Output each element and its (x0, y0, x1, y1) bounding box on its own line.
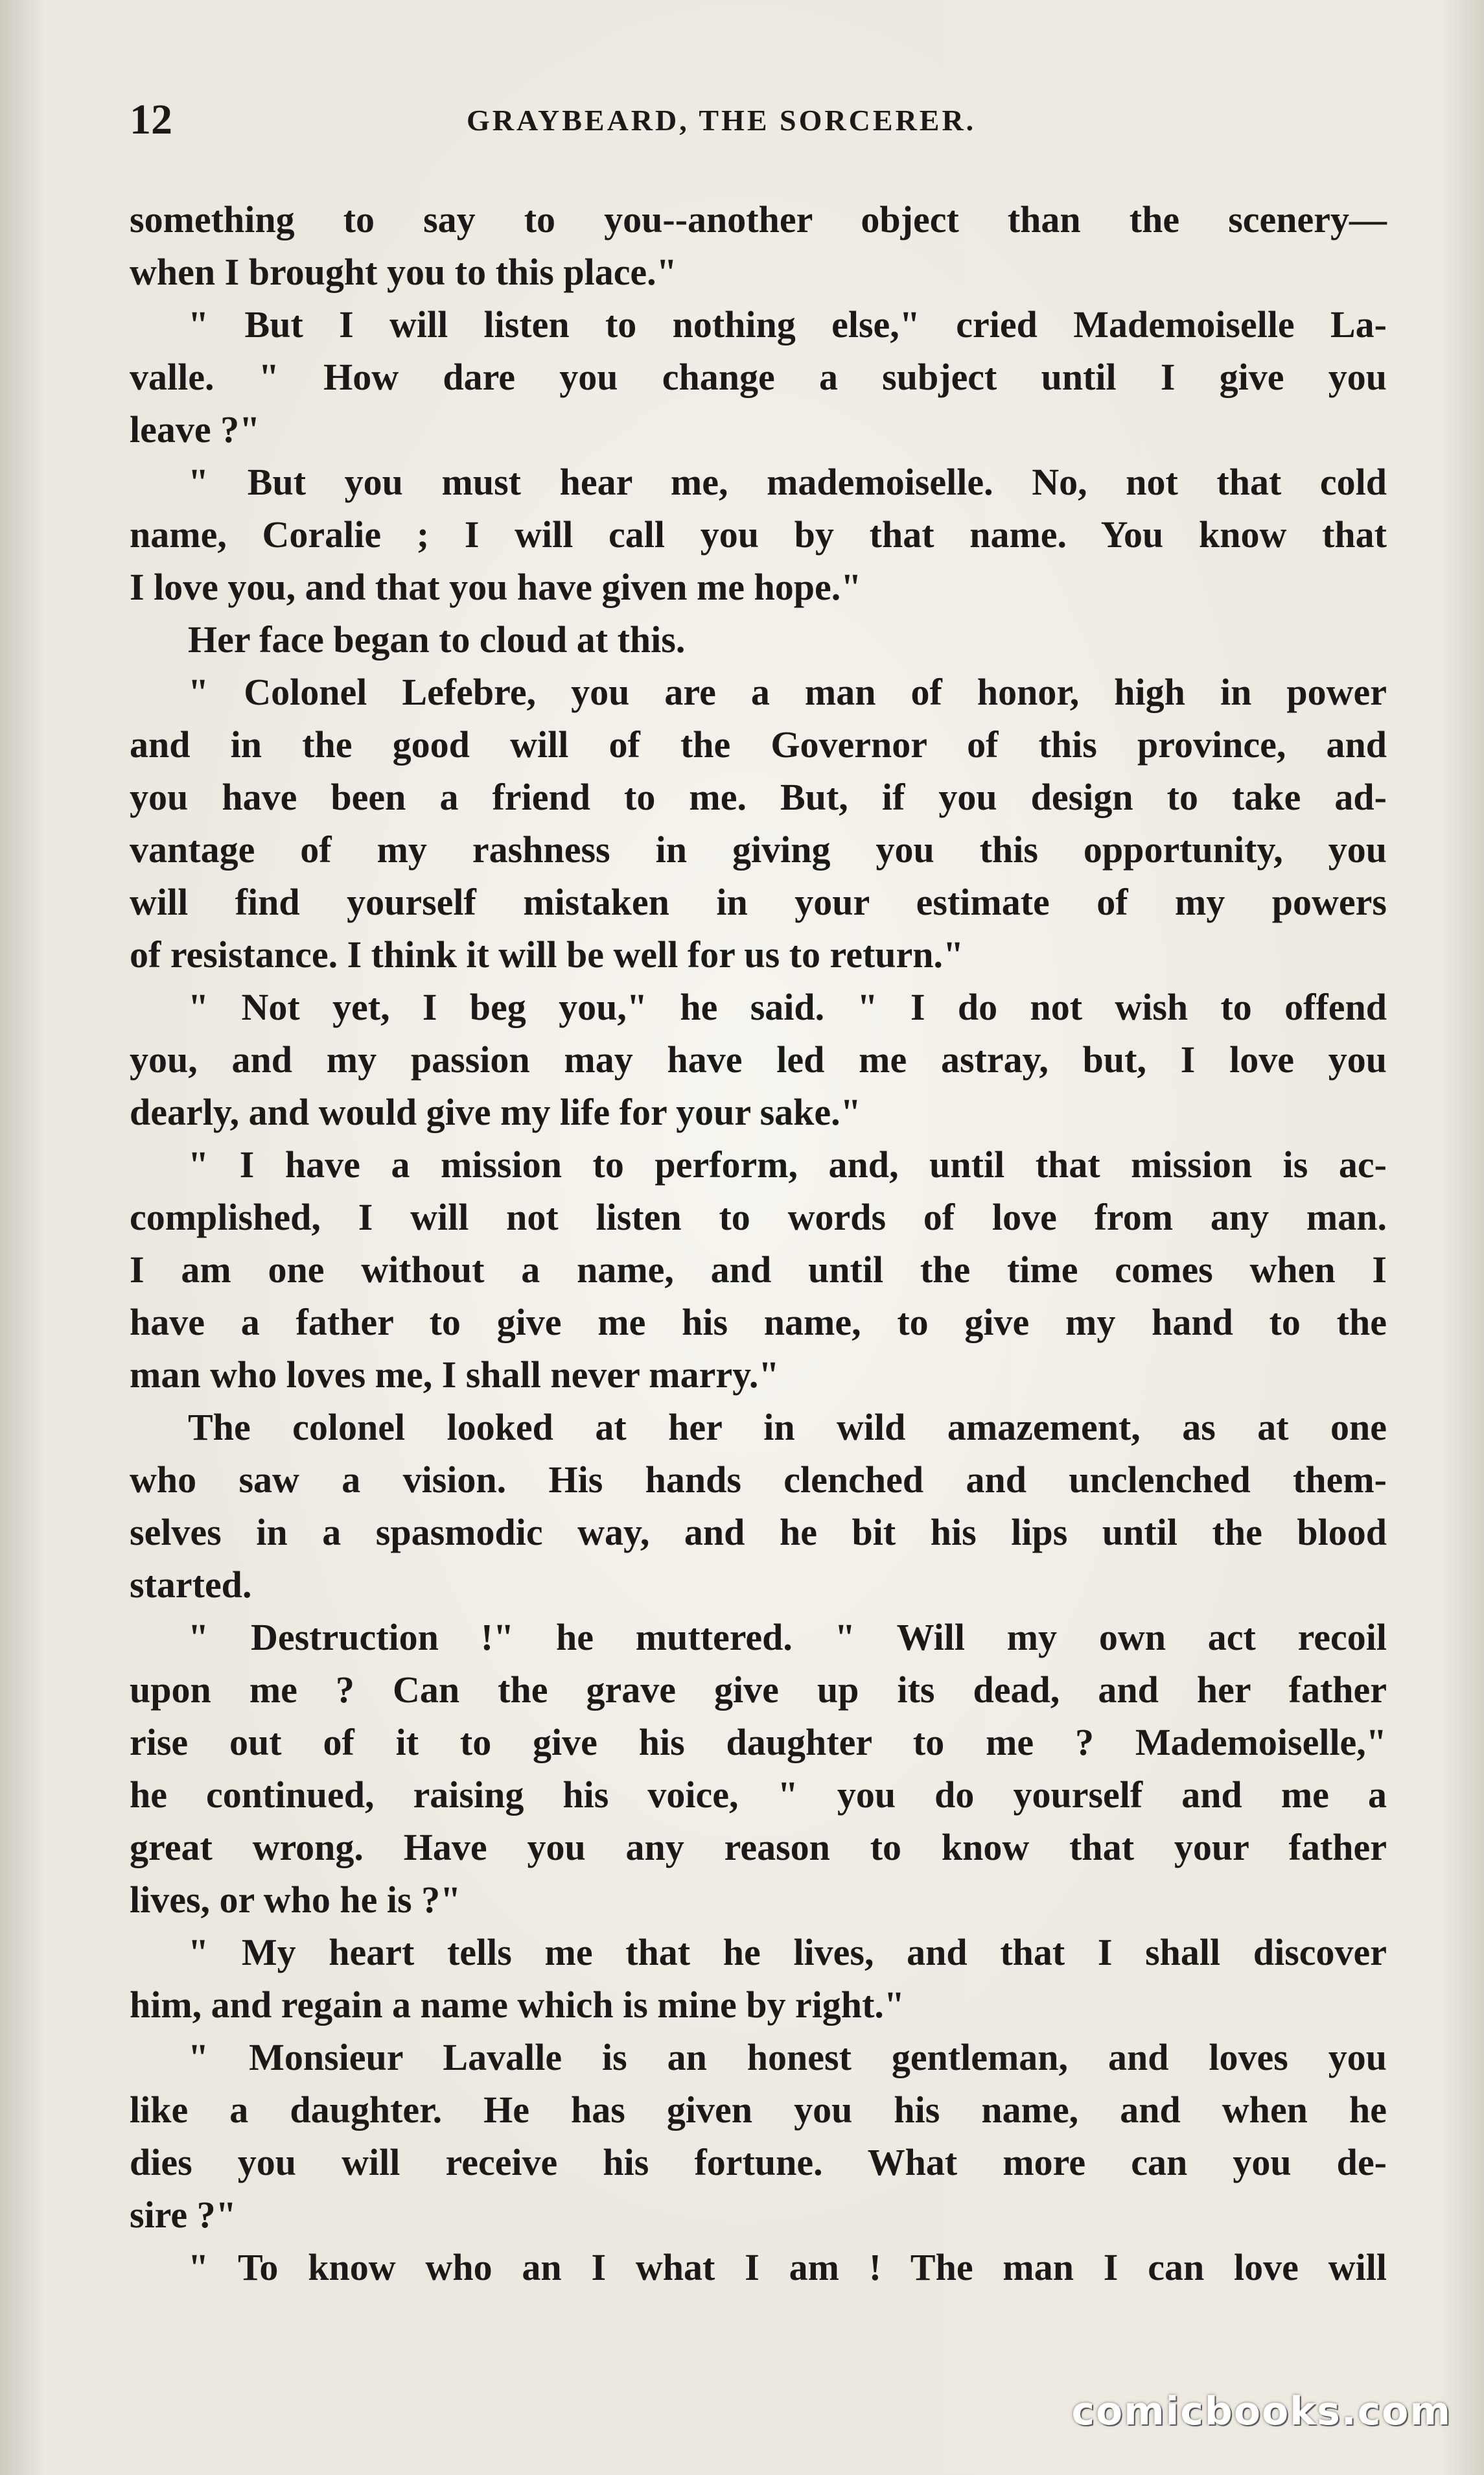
text-line: sire ?" (130, 2194, 237, 2236)
text-line: something to say to you--another object than the scenery— (130, 198, 1387, 240)
running-head: GRAYBEARD, THE SORCERER. (467, 104, 977, 137)
page-number: 12 (130, 96, 172, 143)
page-header (130, 97, 1393, 143)
text-line: valle. " How dare you change a subject until I give you (130, 356, 1387, 398)
text-line: " Not yet, I beg you," he said. " I do not wish to offend (188, 986, 1387, 1028)
watermark-logo: comicbooks.com (1071, 2389, 1452, 2434)
body-text (130, 193, 1387, 2293)
text-line: you have been a friend to me. But, if you design to take ad- (130, 776, 1387, 818)
text-line: The colonel looked at her in wild amazement, as at one (188, 1406, 1387, 1448)
text-line: leave ?" (130, 408, 261, 451)
text-line: of resistance. I think it will be well for us to return." (130, 933, 964, 976)
text-line: man who loves me, I shall never marry." (130, 1354, 780, 1396)
text-line: " But I will listen to nothing else," cried Mademoiselle La- (188, 303, 1387, 346)
text-line: when I brought you to this place." (130, 251, 677, 293)
text-line: selves in a spasmodic way, and he bit his lips until the blood (130, 1511, 1387, 1553)
text-line: Her face began to cloud at this. (188, 618, 686, 661)
text-line: " Monsieur Lavalle is an honest gentleman, and loves you (188, 2036, 1387, 2078)
text-line: dies you will receive his fortune. What more can you de- (130, 2141, 1387, 2183)
text-line: him, and regain a name which is mine by right." (130, 1984, 905, 2026)
text-line: he continued, raising his voice, " you do yourself and me a (130, 1774, 1387, 1816)
text-line: have a father to give me his name, to give my hand to the (130, 1301, 1387, 1343)
text-line: lives, or who he is ?" (130, 1879, 461, 1921)
text-line: " To know who an I what I am ! The man I can love will (188, 2246, 1387, 2288)
text-line: will find yourself mistaken in your estimate of my powers (130, 881, 1387, 923)
text-line: you, and my passion may have led me astray, but, I love you (130, 1038, 1387, 1081)
text-line: who saw a vision. His hands clenched and unclenched them- (130, 1459, 1387, 1501)
text-line: " Colonel Lefebre, you are a man of honor, high in power (188, 671, 1387, 713)
text-line: vantage of my rashness in giving you this opportunity, you (130, 828, 1387, 871)
text-line: rise out of it to give his daughter to me ? Mademoiselle," (130, 1721, 1387, 1763)
text-line: I love you, and that you have given me hope." (130, 566, 862, 608)
text-line: name, Coralie ; I will call you by that name. You know that (130, 513, 1387, 556)
text-line: " Destruction !" he muttered. " Will my own act recoil (188, 1616, 1387, 1658)
text-line: " But you must hear me, mademoiselle. No, not that cold (188, 461, 1387, 503)
text-line: great wrong. Have you any reason to know that your father (130, 1826, 1387, 1868)
text-line: dearly, and would give my life for your sake." (130, 1091, 861, 1133)
text-line: started. (130, 1564, 252, 1606)
text-line: complished, I will not listen to words of love from any man. (130, 1196, 1387, 1238)
text-line: " I have a mission to perform, and, until that mission is ac- (188, 1144, 1387, 1186)
text-line: " My heart tells me that he lives, and that I shall discover (188, 1931, 1387, 1973)
text-line: and in the good will of the Governor of this province, and (130, 723, 1387, 766)
text-line: I am one without a name, and until the time comes when I (130, 1249, 1387, 1291)
text-line: upon me ? Can the grave give up its dead, and her father (130, 1669, 1387, 1711)
text-line: like a daughter. He has given you his name, and when he (130, 2089, 1387, 2131)
